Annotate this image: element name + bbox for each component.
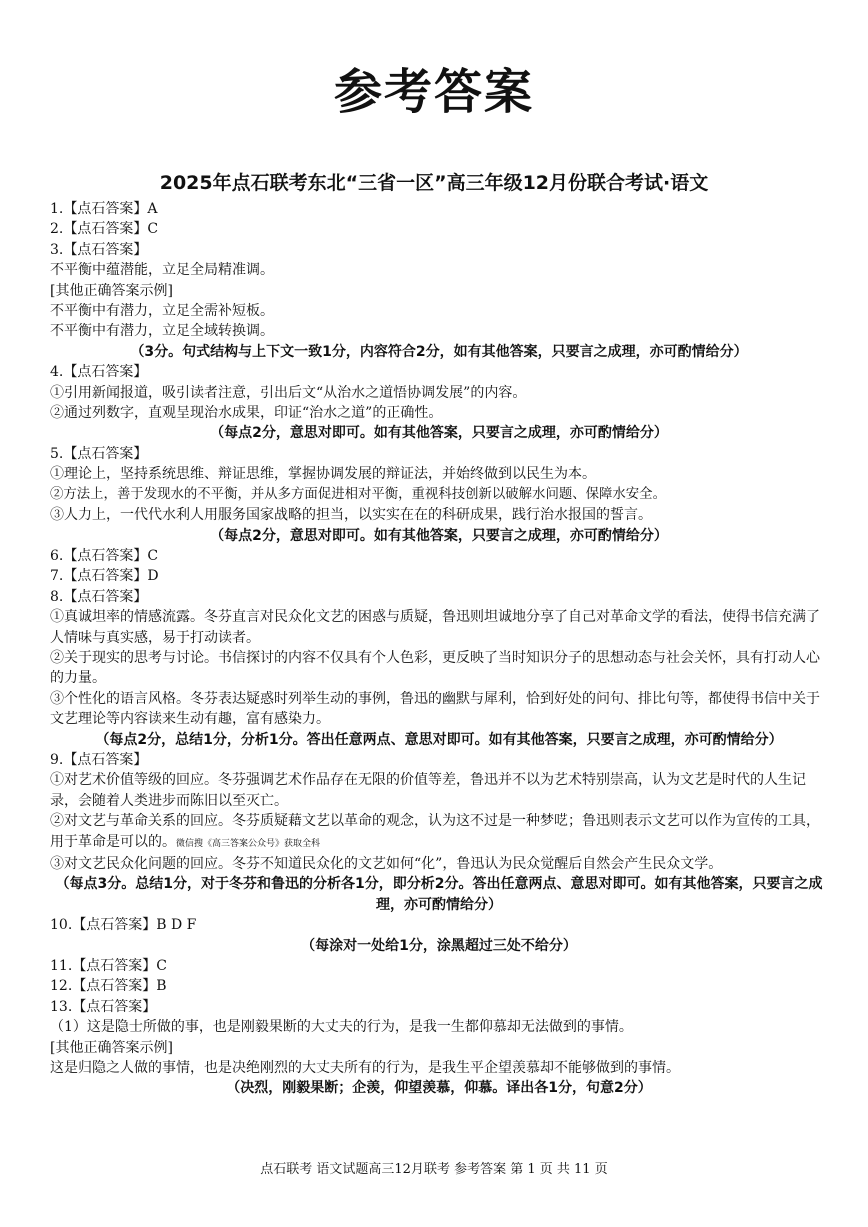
- q4-scoring-note: （每点2分，意思对即可。如有其他答案，只要言之成理，亦可酌情给分）: [210, 425, 668, 442]
- q5-point-3: ③人力上，一代代水利人用服务国家战略的担当，以实实在在的科研成果，践行治水报国的誓言。: [50, 507, 652, 524]
- q9-head: 9.【点石答案】: [50, 751, 148, 768]
- q4-point-2: ②通过列数字，直观呈现治水成果，印证“治水之道”的正确性。: [50, 405, 443, 422]
- q5-point-1: ①理论上，坚持系统思维、辩证思维，掌握协调发展的辩证法，并始终做到以民生为本。: [50, 466, 596, 483]
- answer-content: [50, 199, 828, 1099]
- q9-scoring-note: （每点3分。总结1分，对于冬芬和鲁迅的分析各1分，即分析2分。答出任意两点、意思对即可。如有其他答案，只要言之成理，亦可酌情给分）: [55, 876, 823, 913]
- q9-point-2-text: ②对文艺与革命关系的回应。冬芬质疑藉文艺以革命的观念，认为这不过是一种梦呓；鲁迅则表示文艺可以作为宣传的工具，用于革命是可以的。: [50, 813, 820, 850]
- answer-q11: 11.【点石答案】C: [50, 958, 167, 975]
- answer-q4: [50, 362, 828, 444]
- answer-q1: 1.【点石答案】A: [50, 201, 158, 217]
- answer-q9: [50, 750, 828, 915]
- answer-q13: [50, 997, 828, 1099]
- q5-head: 5.【点石答案】: [50, 445, 148, 462]
- exam-subtitle: 2025年点石联考东北“三省一区”高三年级12月份联合考试·语文: [159, 172, 709, 194]
- q3-scoring-note: （3分。句式结构与上下文一致1分，内容符合2分，如有其他答案，只要言之成理，亦可酌情给分）: [130, 343, 748, 360]
- q8-head: 8.【点石答案】: [50, 588, 148, 605]
- q4-point-1: ①引用新闻报道，吸引读者注意，引出后文“从治水之道悟协调发展”的内容。: [50, 384, 527, 401]
- q10-scoring-note: （每涂对一处给1分，涂黑超过三处不给分）: [301, 937, 577, 954]
- q3-other-head: [其他正确答案示例]: [50, 282, 173, 299]
- page-footer: 点石联考 语文试题高三12月联考 参考答案 第 1 页 共 11 页: [260, 1162, 608, 1177]
- q9-point-2: [50, 811, 828, 854]
- q5-point-2: ②方法上，善于发现水的不平衡，并从多方面促进相对平衡，重视科技创新以破解水问题、保障水安全。: [50, 486, 666, 502]
- q13-head: 13.【点石答案】: [50, 998, 157, 1015]
- q9-point-3: ③对文艺民众化问题的回应。冬芬不知道民众化的文艺如何“化”，鲁迅认为民众觉醒后自然会产生民众文学。: [50, 856, 723, 872]
- answer-q7: 7.【点石答案】D: [50, 568, 159, 585]
- q3-other-1: 不平衡中有潜力，立足全需补短板。: [50, 303, 274, 320]
- q3-head: 3.【点石答案】: [50, 241, 148, 258]
- answer-q3: [50, 240, 828, 362]
- q8-point-3: ③个性化的语言风格。冬芬表达疑惑时列举生动的事例，鲁迅的幽默与犀利，恰到好处的问句、排比句等，都使得书信中关于文艺理论等内容读来生动有趣，富有感染力。: [50, 690, 820, 728]
- watermark-text: 微信搜《高三答案公众号》获取全科: [176, 838, 321, 849]
- q13-other-head: [其他正确答案示例]: [50, 1039, 173, 1056]
- answer-q8: [50, 587, 828, 750]
- q5-scoring-note: （每点2分，意思对即可。如有其他答案，只要言之成理，亦可酌情给分）: [210, 527, 668, 544]
- page-title: 参考答案: [333, 64, 534, 120]
- answer-q10: [50, 915, 828, 956]
- answer-q12: 12.【点石答案】B: [50, 978, 167, 995]
- answer-q6: 6.【点石答案】C: [50, 547, 159, 564]
- q8-point-2: ②关于现实的思考与讨论。书信探讨的内容不仅具有个人色彩，更反映了当时知识分子的思想动态与社会关怀，具有打动人心的力量。: [50, 649, 820, 687]
- answer-q2: 2.【点石答案】C: [50, 221, 159, 238]
- q8-scoring-note: （每点2分，总结1分，分析1分。答出任意两点、意思对即可。如有其他答案，只要言之成理，亦可酌情给分）: [95, 731, 783, 748]
- answer-q5: [50, 444, 828, 546]
- q9-point-1: ①对艺术价值等级的回应。冬芬强调艺术作品存在无限的价值等差，鲁迅并不以为艺术特别崇高，认为文艺是时代的人生记录，会随着人类进步而陈旧以至灭亡。: [50, 772, 806, 809]
- q4-head: 4.【点石答案】: [50, 364, 148, 381]
- q3-answer: 不平衡中蕴潜能，立足全局精准调。: [50, 262, 274, 279]
- q13-other-1: 这是归隐之人做的事情，也是决绝刚烈的大丈夫所有的行为，是我生平企望羡慕却不能够做到的事情。: [50, 1060, 680, 1077]
- q13-translation-1: （1）这是隐士所做的事，也是刚毅果断的大丈夫的行为，是我一生都仰慕却无法做到的事情。: [50, 1019, 633, 1036]
- q13-scoring-note: （决烈，刚毅果断；企羡，仰望羡慕，仰慕。译出各1分，句意2分）: [226, 1080, 652, 1097]
- q8-point-1: ①真诚坦率的情感流露。冬芬直言对民众化文艺的困惑与质疑，鲁迅则坦诚地分享了自己对革命文学的看法，使得书信充满了人情味与真实感，易于打动读者。: [50, 609, 820, 646]
- q3-other-2: 不平衡中有潜力，立足全域转换调。: [50, 323, 274, 340]
- q10-head: 10.【点石答案】B D F: [50, 917, 197, 934]
